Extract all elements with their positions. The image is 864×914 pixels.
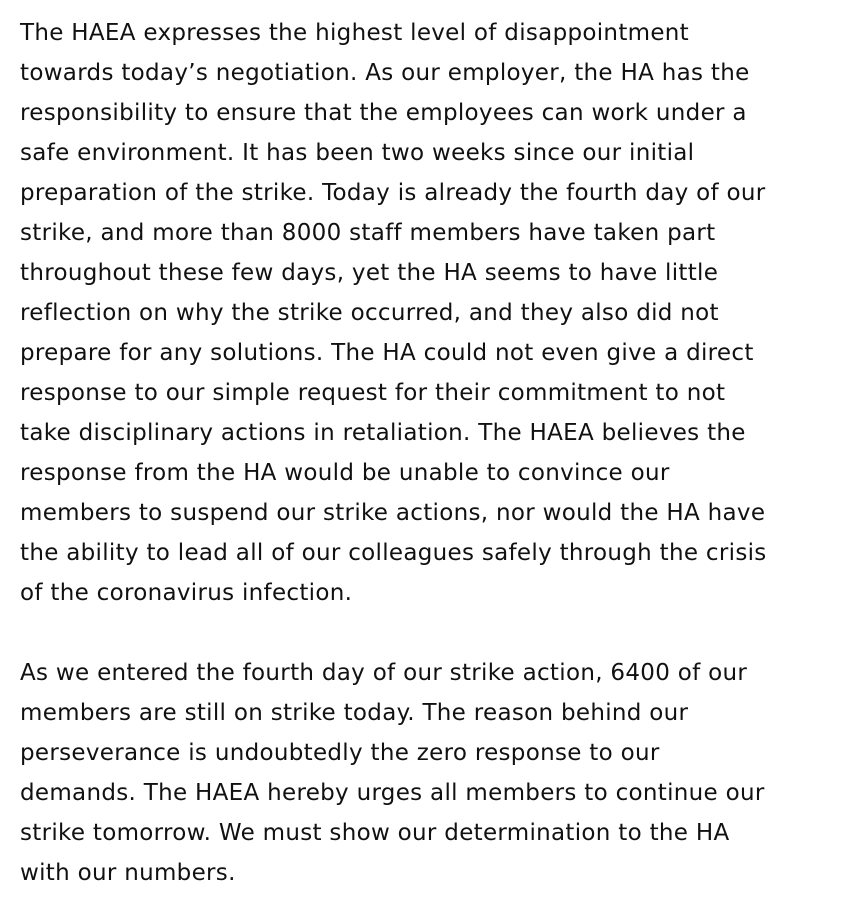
paragraph-line: towards today’s negotiation. As our employer, the HA has the — [20, 60, 750, 86]
paragraph-line: preparation of the strike. Today is already the fourth day of our — [20, 180, 766, 206]
paragraph-line: responsibility to ensure that the employees can work under a — [20, 100, 747, 126]
paragraph-line: throughout these few days, yet the HA seems to have little — [20, 260, 719, 286]
paragraph-line: prepare for any solutions. The HA could not even give a direct — [20, 340, 754, 366]
paragraph-line: of the coronavirus infection. — [20, 580, 353, 606]
paragraph-line: take disciplinary actions in retaliation. The HAEA believes the — [20, 420, 746, 446]
paragraph-line: perseverance is undoubtedly the zero response to our — [20, 740, 660, 766]
paragraph-line: As we entered the fourth day of our strike action, 6400 of our — [20, 660, 748, 686]
paragraph-line: safe environment. It has been two weeks since our initial — [20, 140, 695, 166]
paragraph-line: response from the HA would be unable to convince our — [20, 460, 670, 486]
paragraph-1 — [20, 13, 860, 613]
paragraph-line: The HAEA expresses the highest level of disappointment — [20, 20, 689, 46]
paragraph-line: reflection on why the strike occurred, and they also did not — [20, 300, 719, 326]
paragraph-line: members to suspend our strike actions, nor would the HA have — [20, 500, 766, 526]
paragraph-line: demands. The HAEA hereby urges all members to continue our — [20, 780, 765, 806]
paragraph-line: with our numbers. — [20, 860, 236, 886]
paragraph-line: the ability to lead all of our colleagues safely through the crisis — [20, 540, 767, 566]
document-body — [20, 13, 860, 893]
paragraph-line: members are still on strike today. The reason behind our — [20, 700, 689, 726]
paragraph-2 — [20, 653, 860, 893]
paragraph-line: response to our simple request for their commitment to not — [20, 380, 726, 406]
paragraph-spacer — [20, 613, 860, 653]
paragraph-line: strike, and more than 8000 staff members have taken part — [20, 220, 716, 246]
paragraph-line: strike tomorrow. We must show our determination to the HA — [20, 820, 730, 846]
